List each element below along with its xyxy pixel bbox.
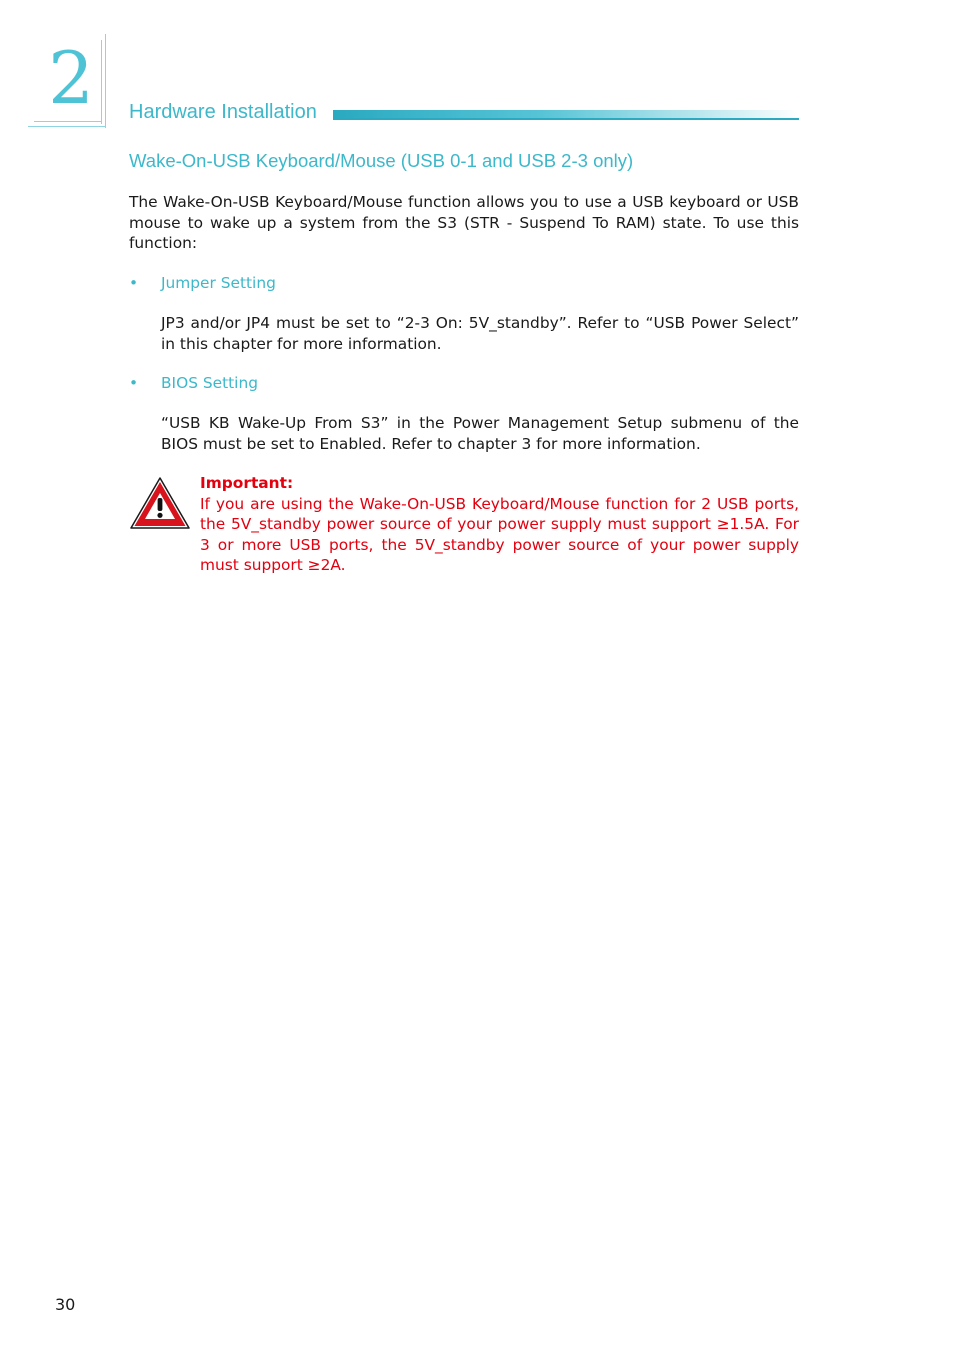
chapter-frame-line [101, 40, 102, 124]
chapter-frame-line [105, 34, 106, 128]
intro-paragraph: The Wake-On-USB Keyboard/Mouse function allows you to use a USB keyboard or USB mouse to wake up a system from the S3 (STR - Suspend To RAM) state. To use this function: [129, 193, 799, 252]
important-text: If you are using the Wake-On-USB Keyboard/Mouse function for 2 USB ports, the 5V_standby power source of your power supply must support ≥1.5A. For 3 or more USB ports, the 5V_standby power source of your power supply must support ≥2A. [200, 494, 799, 574]
section-title: Hardware Installation [129, 101, 317, 123]
subheading: Wake-On-USB Keyboard/Mouse (USB 0-1 and USB 2-3 only) [129, 150, 634, 171]
page-number: 30 [55, 1295, 76, 1314]
bullet-marker: • [129, 374, 139, 392]
bullet-marker: • [129, 274, 139, 292]
warning-triangle-icon [129, 476, 191, 530]
bullet-text: “USB KB Wake-Up From S3” in the Power Management Setup submenu of the BIOS must be set to Enabled. Refer to chapter 3 for more information. [161, 414, 799, 453]
chapter-frame-line [28, 126, 106, 127]
bullet-label: Jumper Setting [161, 274, 276, 292]
important-label: Important: [200, 474, 294, 492]
important-note [200, 473, 799, 576]
bullet-jumper-setting [129, 273, 276, 294]
bullet-bios-setting [129, 373, 258, 394]
title-decoration-underline [333, 118, 799, 120]
bullet-text: JP3 and/or JP4 must be set to “2-3 On: 5V_standby”. Refer to “USB Power Select” in this chapter for more information. [161, 314, 799, 353]
chapter-number: 2 [48, 36, 94, 120]
bullet-label: BIOS Setting [161, 374, 258, 392]
